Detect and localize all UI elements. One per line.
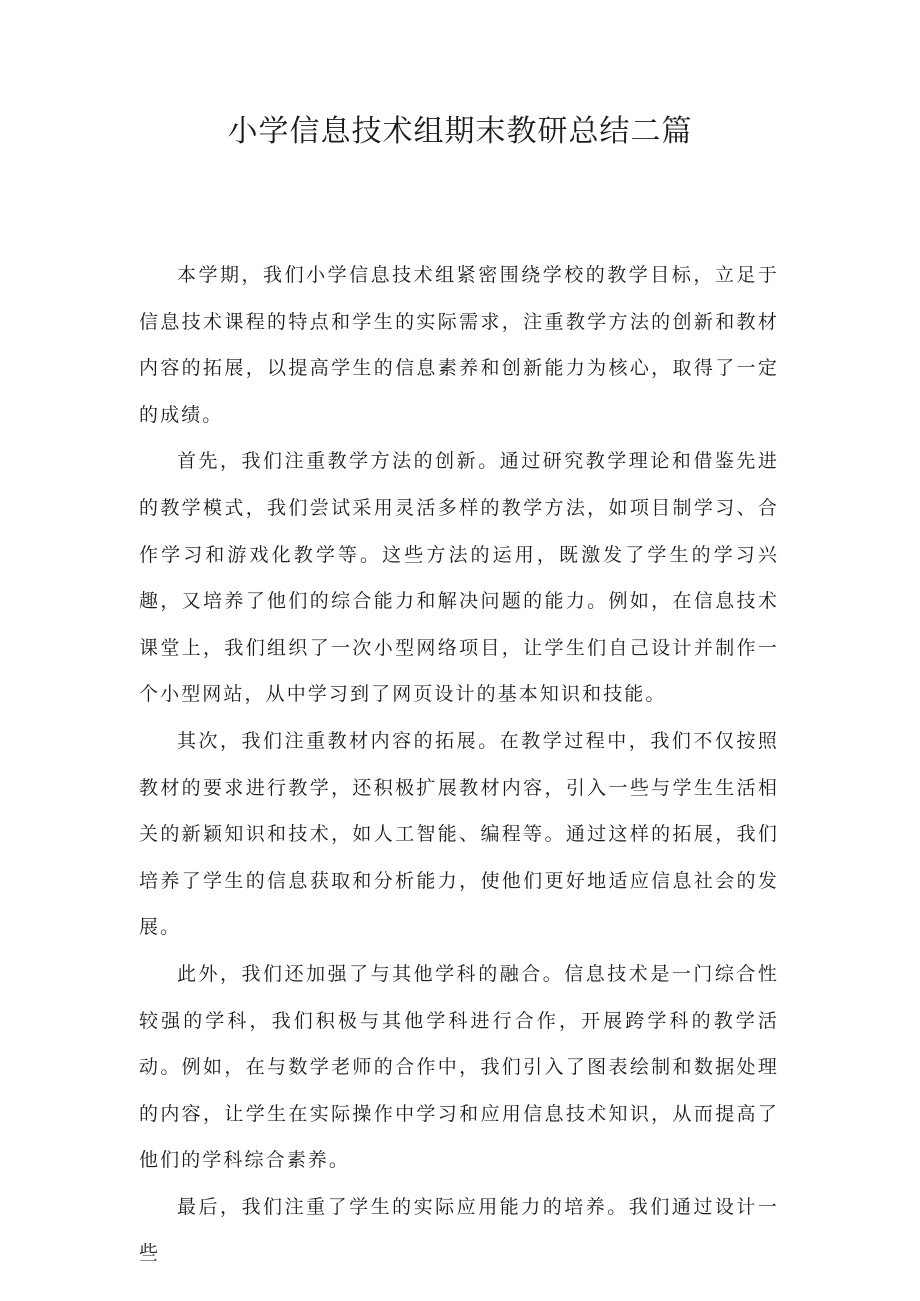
paragraph: 本学期，我们小学信息技术组紧密围绕学校的教学目标，立足于信息技术课程的特点和学生的实际需求，注重教学方法的创新和教材内容的拓展，以提高学生的信息素养和创新能力为核心，取得了一定的成绩。 (139, 264, 779, 426)
paragraph: 首先，我们注重教学方法的创新。通过研究教学理论和借鉴先进的教学模式，我们尝试采用灵活多样的教学方法，如项目制学习、合作学习和游戏化教学等。这些方法的运用，既激发了学生的学习兴趣，又培养了他们的综合能力和解决问题的能力。例如，在信息技术课堂上，我们组织了一次小型网络项目，让学生们自己设计并制作一个小型网站，从中学习到了网页设计的基本知识和技能。 (139, 450, 779, 706)
document-body (139, 252, 779, 1277)
paragraph: 此外，我们还加强了与其他学科的融合。信息技术是一门综合性较强的学科，我们积极与其他学科进行合作，开展跨学科的教学活动。例如，在与数学老师的合作中，我们引入了图表绘制和数据处理的内容，让学生在实际操作中学习和应用信息技术知识，从而提高了他们的学科综合素养。 (139, 962, 779, 1172)
paragraph: 最后，我们注重了学生的实际应用能力的培养。我们通过设计一些 (139, 1195, 779, 1265)
paragraph: 其次，我们注重教材内容的拓展。在教学过程中，我们不仅按照教材的要求进行教学，还积极扩展教材内容，引入一些与学生生活相关的新颖知识和技术，如人工智能、编程等。通过这样的拓展，我们培养了学生的信息获取和分析能力，使他们更好地适应信息社会的发展。 (139, 729, 779, 939)
document-title: 小学信息技术组期末教研总结二篇 (227, 114, 693, 149)
